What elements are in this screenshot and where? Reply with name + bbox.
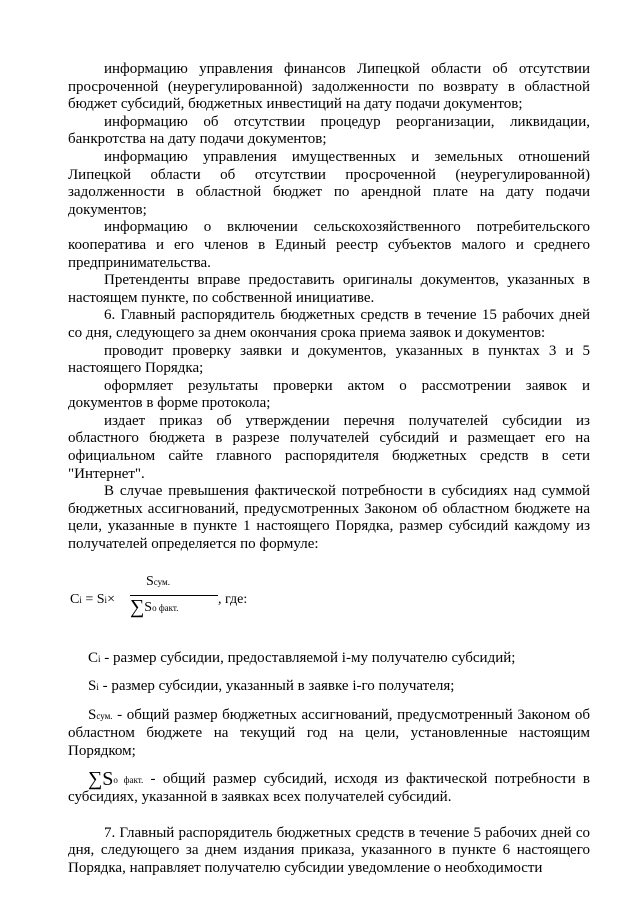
subsidy-formula (70, 574, 590, 632)
formula-suffix: , где: (218, 591, 248, 607)
paragraph-registry-info: информацию о включении сельскохозяйственного потребительского кооператива и его членов в Единый реестр субъектов малого и среднего предпринимательства. (68, 219, 590, 271)
formula-numerator: Sсум. (146, 573, 170, 589)
paragraph-finance-info: информацию управления финансов Липецкой области об отсутствии просроченной (неурегулированной) задолженности по возврату в областной бюджет субсидий, бюджетных инвестиций на дату подачи документов; (68, 61, 590, 113)
definition-sfact: ∑Sо факт. - общий размер субсидий, исходя из фактической потребности в субсидиях, указанной в заявках всех получателей субсидий. (68, 767, 590, 806)
paragraph-originals: Претенденты вправе предоставить оригиналы документов, указанных в настоящем пункте, по собственной инициативе. (68, 272, 590, 306)
paragraph-protocol: оформляет результаты проверки актом о рассмотрении заявок и документов в форме протокола; (68, 377, 590, 412)
definition-ci: Ci - размер субсидии, предоставляемой i-му получателю субсидий; (88, 649, 516, 666)
paragraph-excess: В случае превышения фактической потребности в субсидиях над суммой бюджетных ассигнований, предусмотренных Законом об областном бюджете на цели, указанные в пункте 1 настоящего Порядка, размер субсидий каждому из получателей определяется по формуле: (68, 483, 590, 553)
definition-ssum: Sсум. - общий размер бюджетных ассигнований, предусмотренный Законом об областном бюджете на текущий год на цели, установленные настоящим Порядком; (68, 706, 590, 759)
paragraph-item-7: 7. Главный распорядитель бюджетных средств в течение 5 рабочих дней со дня, следующего за днем издания приказа, указанного в пункте 6 настоящего Порядка, направляет получателю субсидии уведомление о необходимости (68, 824, 590, 876)
formula-lhs: Ci = Si× (70, 591, 115, 607)
paragraph-reorganization-info: информацию об отсутствии процедур реорганизации, ликвидации, банкротства на дату подачи документов; (68, 113, 590, 148)
definition-si: Si - размер субсидии, указанный в заявке i-го получателя; (88, 678, 455, 695)
paragraph-property-info: информацию управления имущественных и земельных отношений Липецкой области об отсутствии просроченной (неурегулированной) задолженности в областной бюджет по арендной плате на дату подачи документов; (68, 148, 590, 218)
formula-denominator: ∑Sо факт. (130, 595, 179, 618)
paragraph-item-6: 6. Главный распорядитель бюджетных средств в течение 15 рабочих дней со дня, следующего за днем окончания срока приема заявок и документов: (68, 307, 590, 341)
paragraph-check: проводит проверку заявки и документов, указанных в пунктах 3 и 5 настоящего Порядка; (68, 342, 590, 377)
paragraph-order: издает приказ об утверждении перечня получателей субсидии из областного бюджета в разрезе получателей субсидий и размещает его на официальном сайте главного распорядителя бюджетных средств в сети "Интернет". (68, 412, 590, 482)
document-body (68, 61, 590, 878)
